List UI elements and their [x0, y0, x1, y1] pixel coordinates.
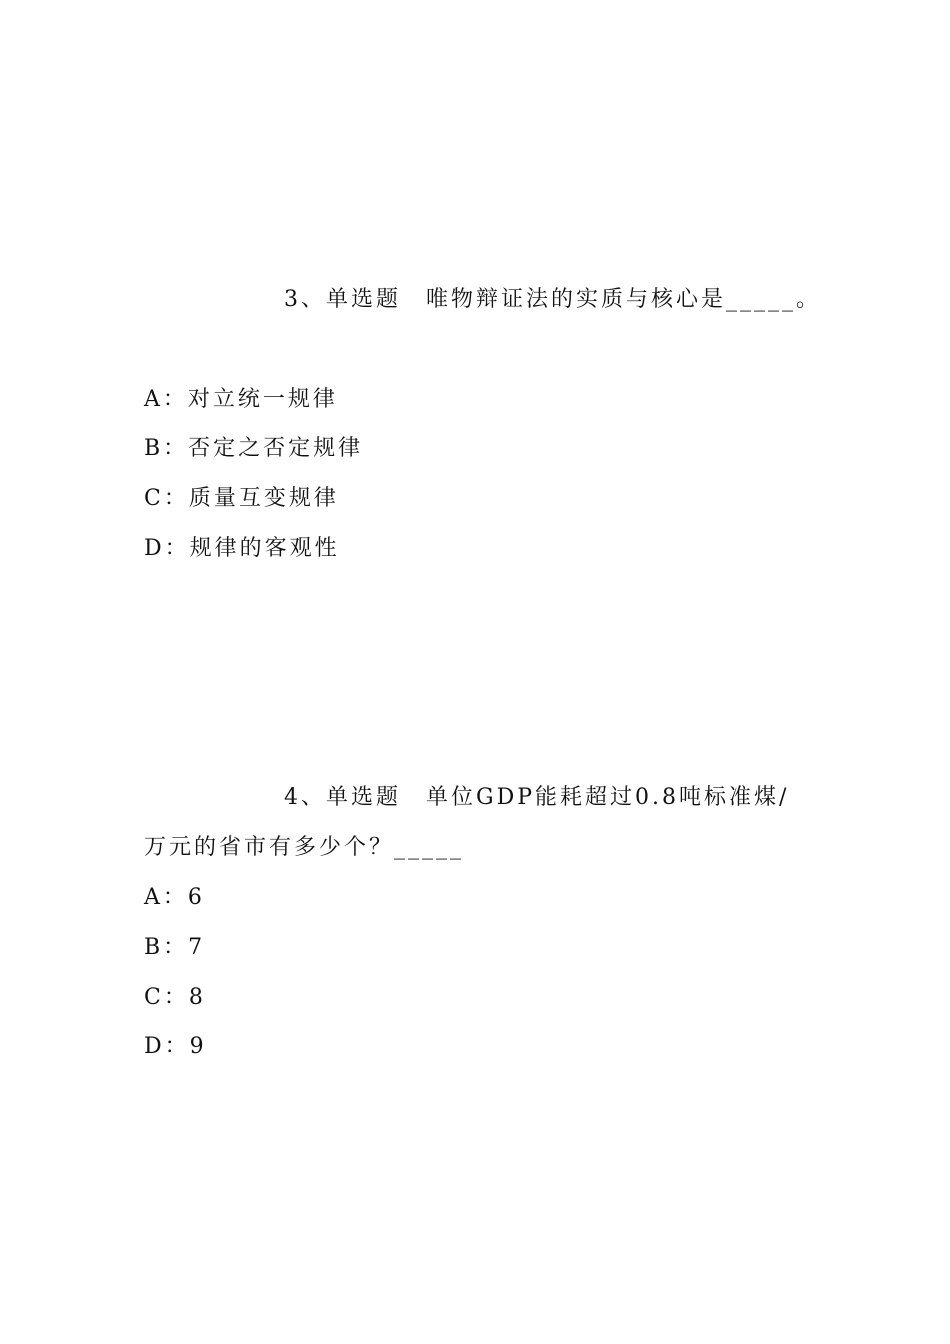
question-3-option-a: A：对立统一规律 [144, 387, 338, 412]
question-3-option-b: B：否定之否定规律 [144, 436, 364, 461]
question-4-option-c: C：8 [144, 985, 206, 1010]
question-4-option-b: B：7 [144, 935, 206, 960]
question-3-option-d: D：规律的客观性 [144, 536, 340, 561]
question-4-stem-line1: 4、单选题 单位GDP能耗超过0.8吨标准煤/ [284, 785, 790, 810]
question-3-option-c: C：质量互变规律 [144, 486, 339, 511]
question-4-stem-line2: 万元的省市有多少个？_____ [144, 835, 465, 860]
question-4-option-d: D：9 [144, 1034, 207, 1059]
question-3-stem: 3、单选题 唯物辩证法的实质与核心是_____。 [284, 287, 821, 312]
question-4-option-a: A：6 [144, 885, 205, 910]
